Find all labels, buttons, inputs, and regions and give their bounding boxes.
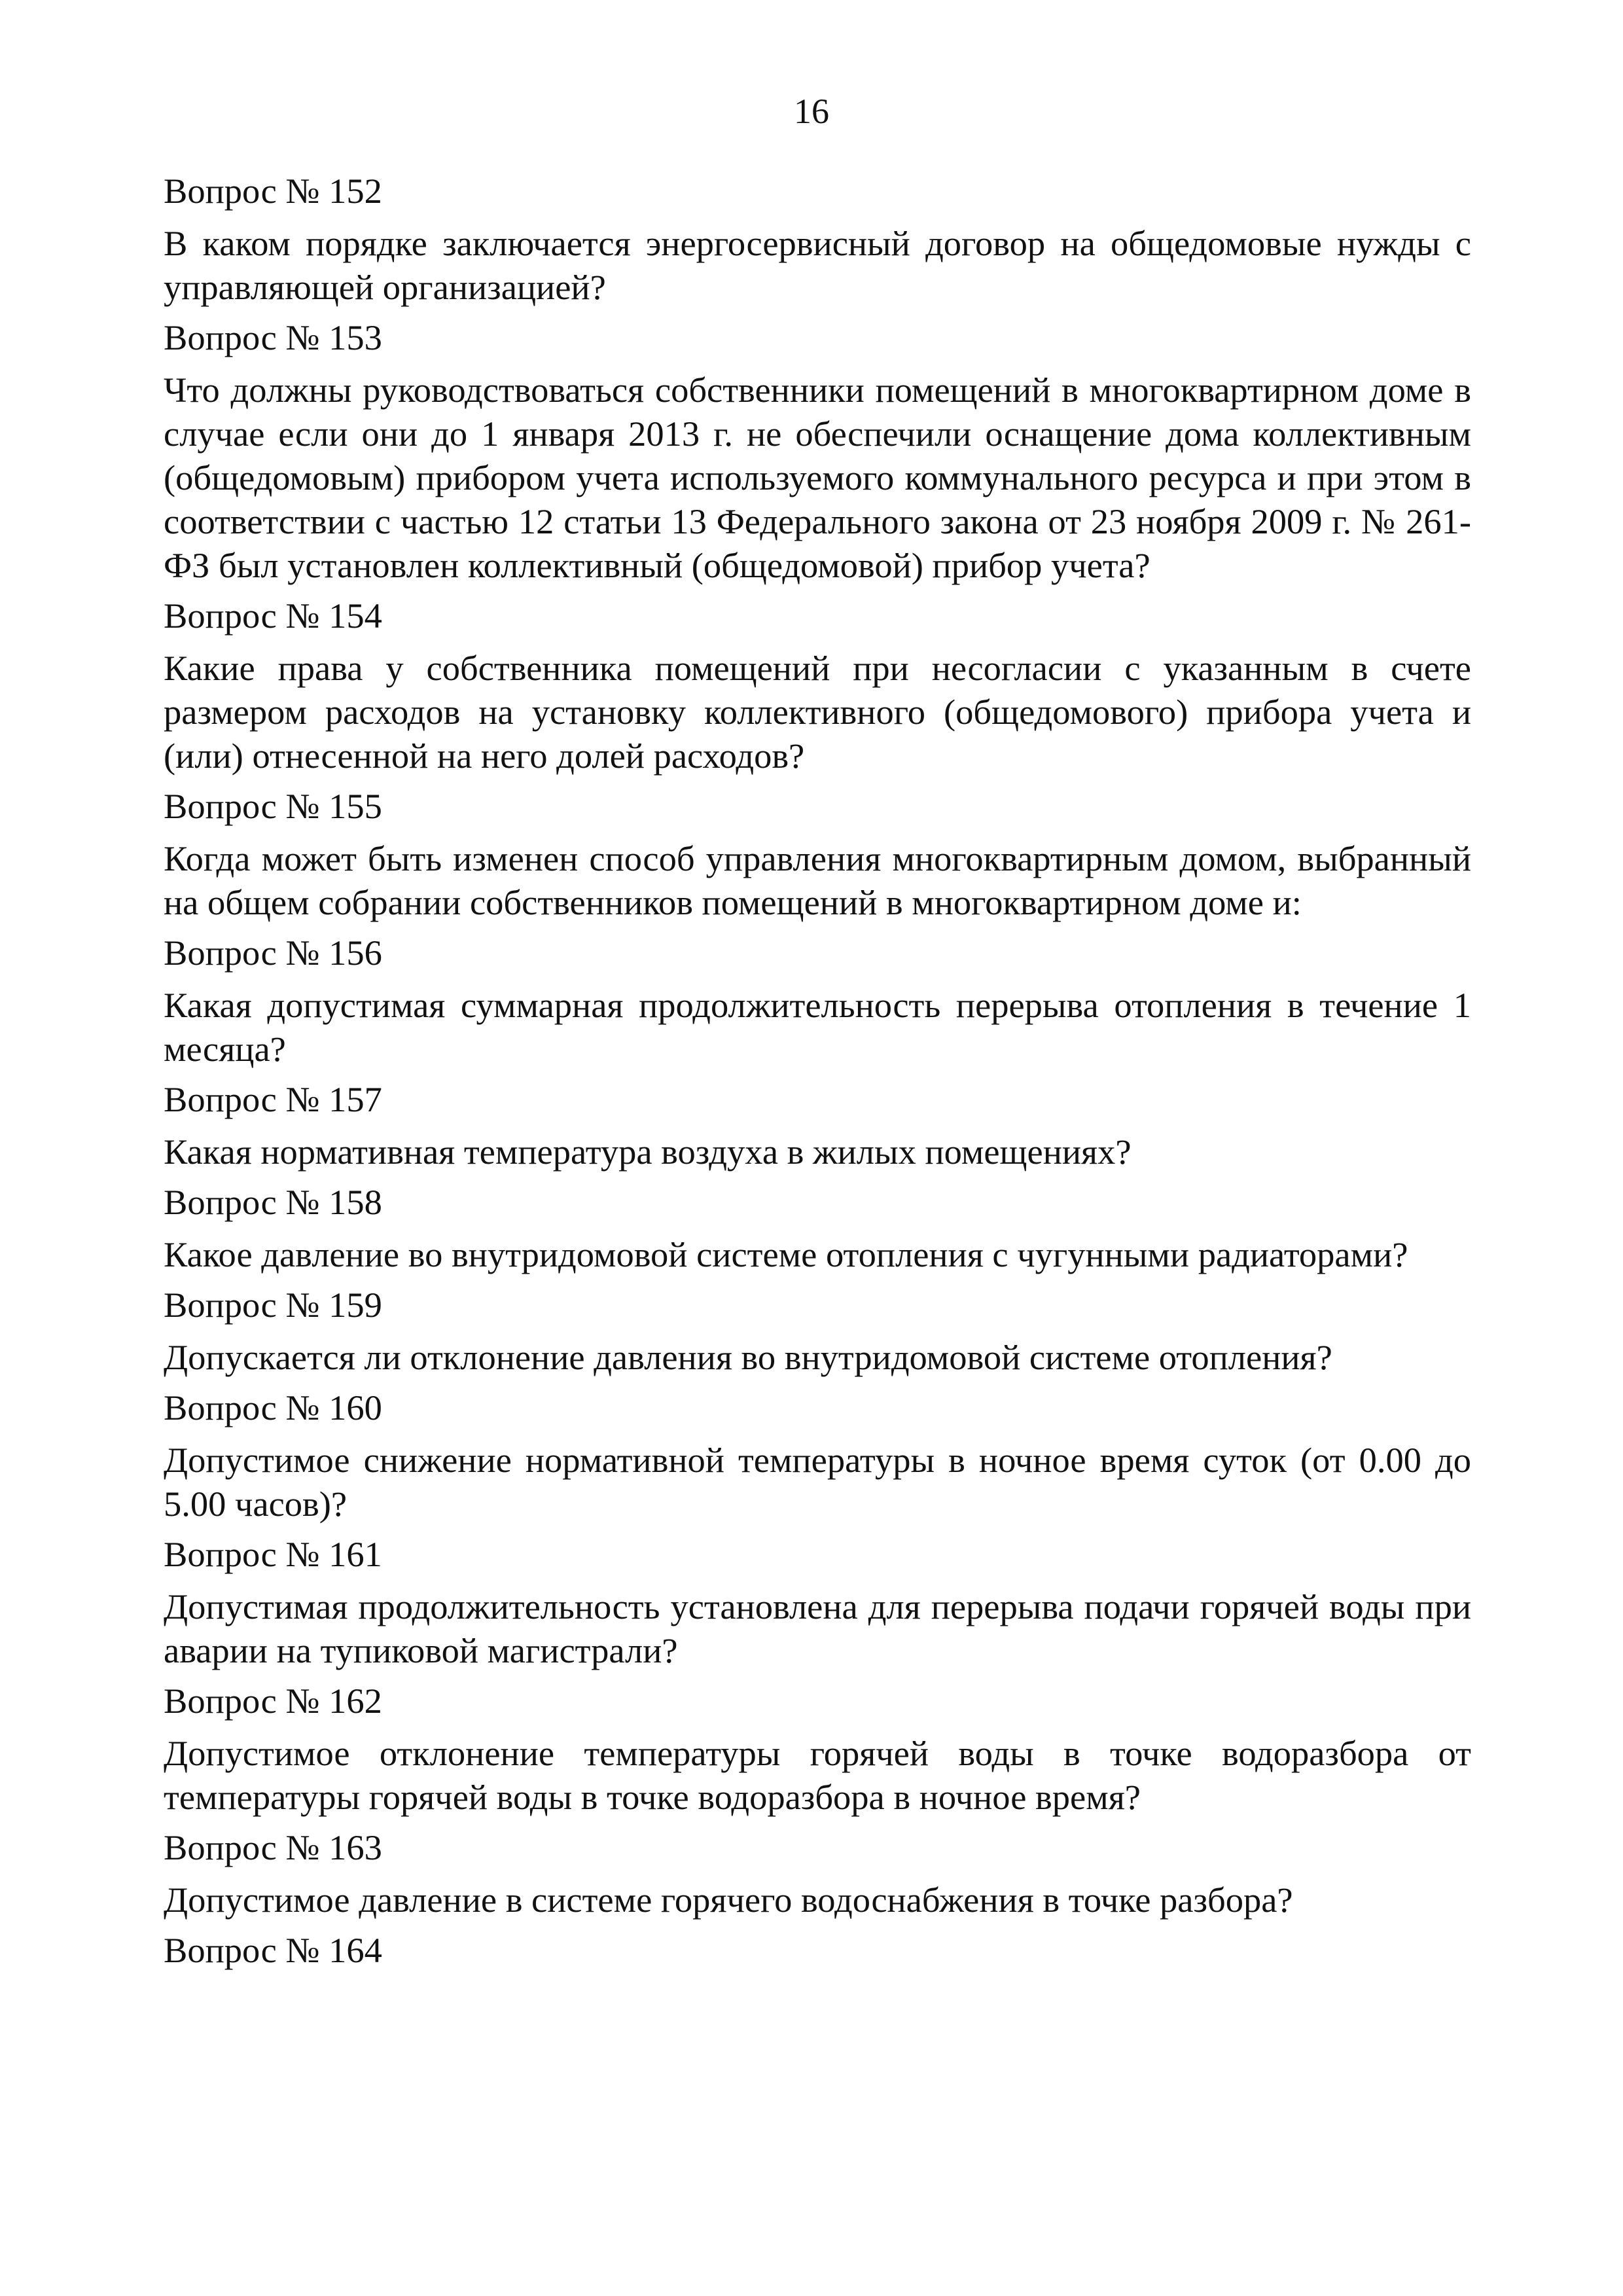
question-158-text: Какое давление во внутридомовой системе отопления с чугунными радиаторами? [164,1234,1408,1274]
question-163-text: Допустимое давление в системе горячего водоснабжения в точке разбора? [164,1880,1293,1920]
question-152-label: Вопрос № 152 [164,171,382,211]
question-152-text: В каком порядке заключается энергосервисный договор на общедомовые нужды с управляющей организацией? [164,223,1471,307]
question-159-label: Вопрос № 159 [164,1285,382,1325]
question-161-text: Допустимая продолжительность установлена для перерыва подачи горячей воды при аварии на тупиковой магистрали? [164,1587,1471,1670]
question-155-label: Вопрос № 155 [164,786,382,826]
question-164-label: Вопрос № 164 [164,1930,382,1970]
question-154-text: Какие права у собственника помещений при несогласии с указанным в счете размером расходов на установку коллективного (общедомового) прибора учета и (или) отнесенной на него долей расходов? [164,648,1471,776]
question-160-label: Вопрос № 160 [164,1388,382,1427]
question-153-text: Что должны руководствоваться собственники помещений в многоквартирном доме в случае если они до 1 января 2013 г. не обеспечили оснащение дома коллективным (общедомовым) прибором учета используемого коммунального ресурса и при этом в соответствии с частью 12 статьи 13 Федерального закона от 23 ноября 2009 г. № 261-ФЗ был установлен коллективный (общедомовой) прибор учета? [164,370,1471,585]
question-157-label: Вопрос № 157 [164,1079,382,1119]
question-159-text: Допускается ли отклонение давления во внутридомовой системе отопления? [164,1337,1332,1377]
question-161-label: Вопрос № 161 [164,1534,382,1574]
questions-list [164,169,1471,1973]
question-162-text: Допустимое отклонение температуры горячей воды в точке водоразбора от температуры горячей воды в точке водоразбора в ночное время? [164,1733,1471,1817]
question-153-label: Вопрос № 153 [164,317,382,357]
question-155-text: Когда может быть изменен способ управления многоквартирным домом, выбранный на общем собрании собственников помещений в многоквартирном доме и: [164,838,1471,922]
question-163-label: Вопрос № 163 [164,1827,382,1867]
question-156-label: Вопрос № 156 [164,933,382,973]
question-157-text: Какая нормативная температура воздуха в жилых помещениях? [164,1132,1132,1172]
question-158-label: Вопрос № 158 [164,1182,382,1222]
question-160-text: Допустимое снижение нормативной температуры в ночное время суток (от 0.00 до 5.00 часов)? [164,1440,1471,1524]
question-156-text: Какая допустимая суммарная продолжительность перерыва отопления в течение 1 месяца? [164,985,1471,1069]
page-number: 16 [794,92,829,131]
question-162-label: Вопрос № 162 [164,1681,382,1721]
question-154-label: Вопрос № 154 [164,596,382,636]
